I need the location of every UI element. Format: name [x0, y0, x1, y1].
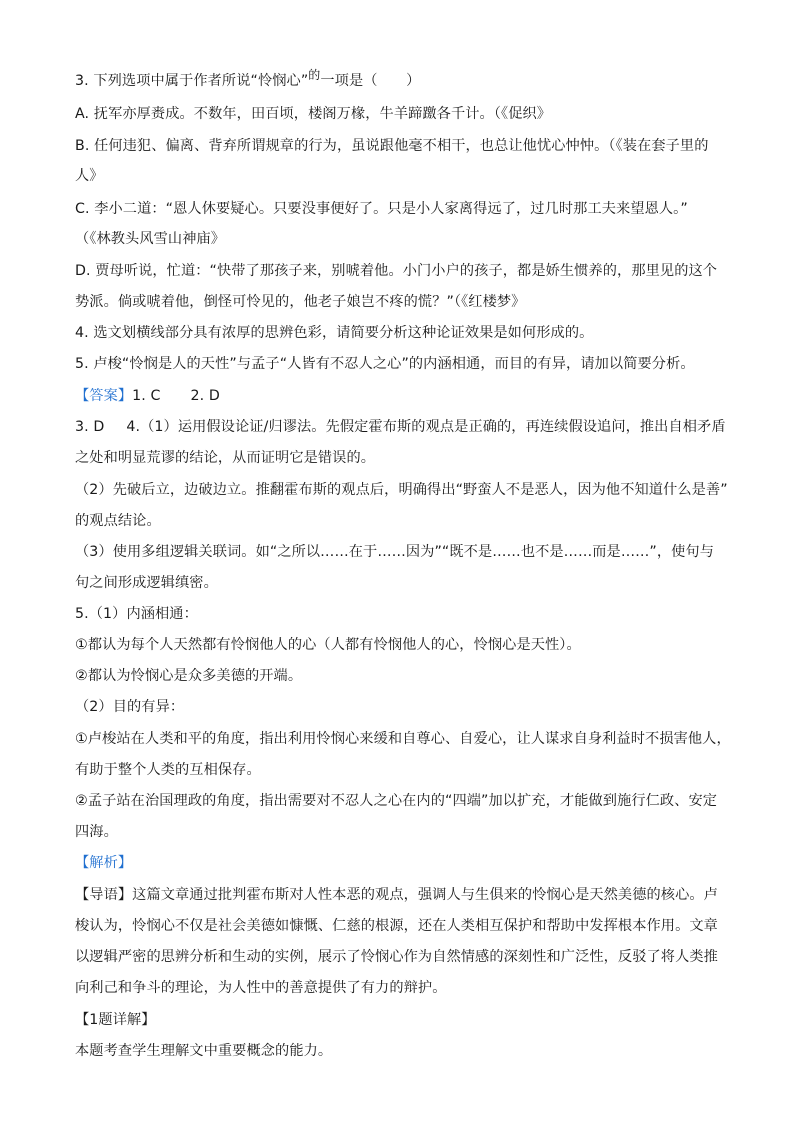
answer-tag: 【答案】 — [75, 388, 133, 404]
answer-4-point-1-cont: 之处和明显荒谬的结论，从而证明它是错误的。 — [75, 450, 376, 466]
analysis-tag: 【解析】 — [75, 855, 133, 871]
answer-5-item-2: ②都认为怜悯心是众多美德的开端。 — [75, 668, 303, 684]
answer-row-1 — [75, 386, 220, 406]
answer-5-item-3-cont: 有助于整个人类的互相保存。 — [75, 762, 261, 778]
guide-para-line-1: 【导语】这篇文章通过批判霍布斯对人性本恶的观点，强调人与生俱来的怜悯心是天然美德的核心。卢 — [75, 887, 718, 903]
answer-1: 1. C — [132, 388, 161, 404]
question-3-option-b-cont: 人》 — [75, 168, 104, 184]
question-5: 5. 卢梭“怜悯是人的天性”与孟子“人皆有不忍人之心”的内涵相通，而目的有异，请加以简要分析。 — [75, 356, 695, 372]
question-3-option-a: A. 抚军亦厚赉成。不数年，田百顷，楼阁万椽，牛羊蹄躈各千计。（《促织》 — [75, 106, 552, 122]
answer-5-item-3: ①卢梭站在人类和平的角度，指出利用怜悯心来缓和自尊心、自爱心，让人谋求自身利益时不损害他人， — [75, 731, 731, 747]
answer-3: 3. D — [75, 419, 105, 435]
answer-5-heading-1: 5.（1）内涵相通： — [75, 606, 198, 622]
answer-4-point-1: 4.（1）运用假设论证/归谬法。先假定霍布斯的观点是正确的，再连续假设追问，推出自相矛盾 — [126, 419, 726, 435]
question-3-option-d-cont: 势派。倘或唬着他，倒怪可怜见的，他老子娘岂不疼的慌？”（《红楼梦》 — [75, 294, 526, 310]
answer-row-2 — [75, 417, 726, 437]
question-3-option-c: C. 李小二道：“恩人休要疑心。只要没事便好了。只是小人家离得远了，过几时那工夫来望恩人。” — [75, 201, 688, 217]
answer-5-item-1: ①都认为每个人天然都有怜悯他人的心（人都有怜悯他人的心，怜悯心是天性）。 — [75, 637, 581, 653]
question-4: 4. 选文划横线部分具有浓厚的思辨色彩，请简要分析这种论证效果是如何形成的。 — [75, 325, 594, 341]
guide-para-line-4: 向利己和争斗的理论，为人性中的善意提供了有力的辩护。 — [75, 980, 447, 996]
answer-2: 2. D — [190, 388, 220, 404]
question-3-stem: 3. 下列选项中属于作者所说“怜悯心”$^的$一项是（ ） — [75, 68, 421, 89]
answer-4-point-3-cont: 句之间形成逻辑缜密。 — [75, 575, 218, 591]
guide-para-line-2: 梭认为，怜悯心不仅是社会美德如慷慨、仁慈的根源，还在人类相互保护和帮助中发挥根本作用。文章 — [75, 918, 718, 934]
answer-4-point-2: （2）先破后立，边破边立。推翻霍布斯的观点后，明确得出“野蛮人不是恶人，因为他不知道什么是善” — [75, 482, 728, 498]
answer-4-point-2-cont: 的观点结论。 — [75, 513, 161, 529]
guide-para-line-3: 以逻辑严密的思辨分析和生动的实例，展示了怜悯心作为自然情感的深刻性和广泛性，反驳了将人类推 — [75, 949, 718, 965]
question-3-option-c-cont: （《林教头风雪山神庙》 — [75, 231, 226, 247]
answer-5-item-4-cont: 四海。 — [75, 824, 118, 840]
detail-1-text: 本题考查学生理解文中重要概念的能力。 — [75, 1043, 333, 1059]
detail-1-tag: 【1题详解】 — [75, 1012, 156, 1028]
answer-4-point-3: （3）使用多组逻辑关联词。如“之所以……在于……因为”“既不是……也不是……而是……”，使句与 — [75, 544, 715, 560]
answer-5-item-4: ②孟子站在治国理政的角度，指出需要对不忍人之心在内的“四端”加以扩充，才能做到施行仁政、安定 — [75, 793, 718, 809]
guide-tag: 【导语】 — [75, 887, 133, 903]
question-3-option-b: B. 任何违犯、偏离、背弃所谓规章的行为，虽说跟他毫不相干，也总让他忧心忡忡。（《装在套子里的 — [75, 138, 709, 154]
question-3-option-d: D. 贾母听说，忙道：“快带了那孩子来，别唬着他。小门小户的孩子，都是娇生惯养的，那里见的这个 — [75, 263, 718, 279]
answer-5-heading-2: （2）目的有异： — [75, 699, 185, 715]
